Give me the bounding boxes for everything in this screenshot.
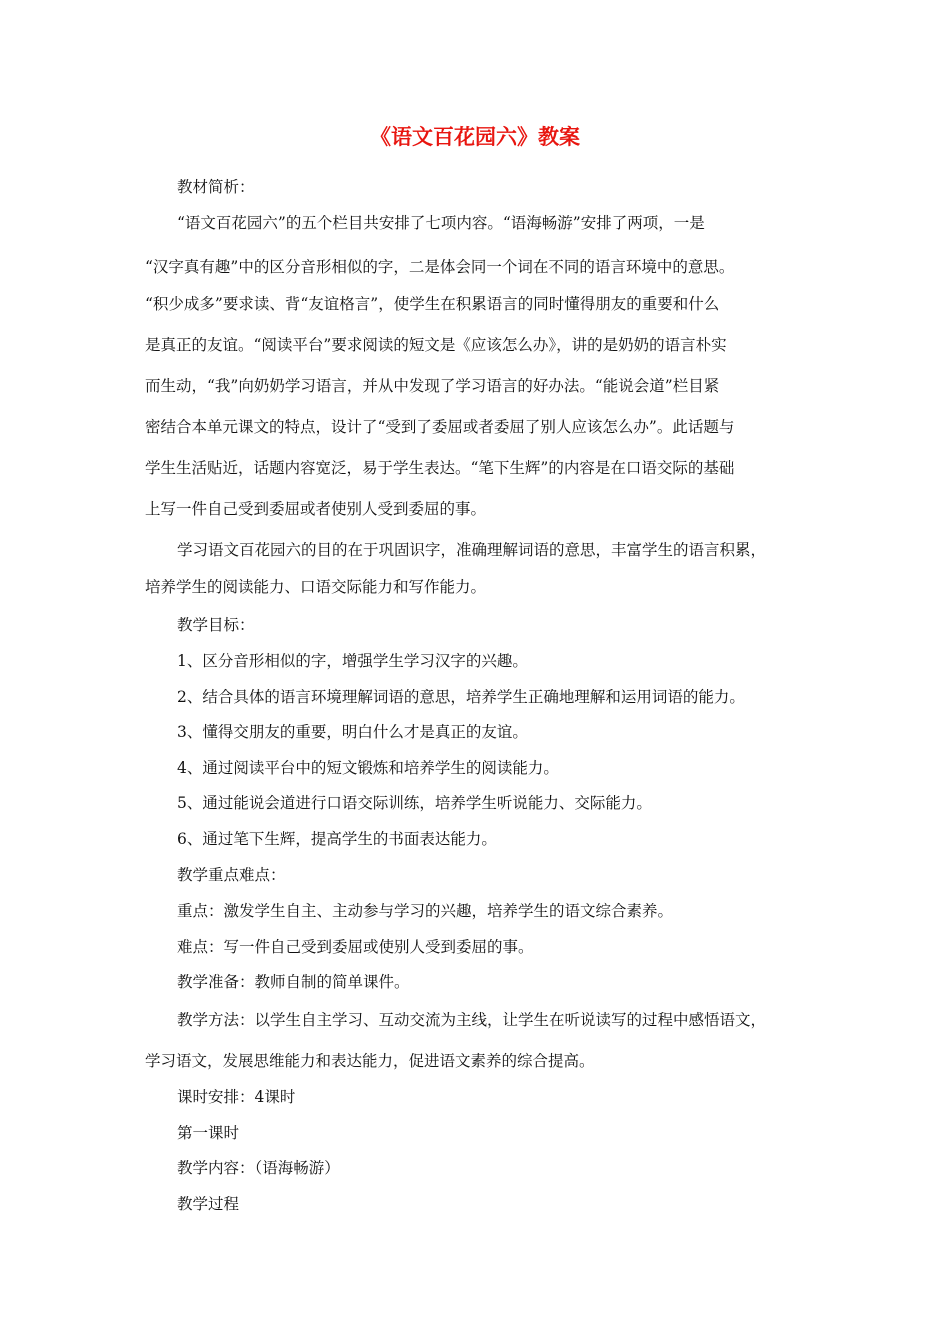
goal-item: 3、懂得交朋友的重要，明白什么才是真正的友谊。 [177, 723, 528, 741]
paragraph-line: 培养学生的阅读能力、口语交际能力和写作能力。 [145, 578, 487, 596]
paragraph-line: 学生生活贴近，话题内容宽泛，易于学生表达。“笔下生辉”的内容是在口语交际的基础 [145, 459, 735, 477]
difficulty-line: 难点：写一件自己受到委屈或使别人受到委屈的事。 [177, 938, 534, 956]
paragraph-line: 而生动，“我”向奶奶学习语言，并从中发现了学习语言的好办法。“能说会道”栏目紧 [145, 377, 720, 395]
section-heading-textbook-analysis: 教材简析： [177, 178, 255, 196]
process-heading: 教学过程 [177, 1195, 240, 1213]
paragraph-line: “语文百花园六”的五个栏目共安排了七项内容。“语海畅游”安排了两项，一是 [177, 214, 705, 232]
paragraph-line: “积少成多”要求读、背“友谊格言”，使学生在积累语言的同时懂得朋友的重要和什么 [145, 295, 720, 313]
paragraph-line: 上写一件自己受到委屈或者使别人受到委屈的事。 [145, 500, 487, 518]
goal-item: 4、通过阅读平台中的短文锻炼和培养学生的阅读能力。 [177, 759, 559, 777]
goal-item: 6、通过笔下生辉，提高学生的书面表达能力。 [177, 830, 497, 848]
method-line: 学习语文，发展思维能力和表达能力，促进语文素养的综合提高。 [145, 1052, 595, 1070]
document-title: 《语文百花园六》教案 [370, 124, 580, 149]
section-heading-key-points: 教学重点难点： [177, 866, 286, 884]
goal-item: 2、结合具体的语言环境理解词语的意思，培养学生正确地理解和运用词语的能力。 [177, 688, 745, 706]
content-line: 教学内容：（语海畅游） [177, 1159, 340, 1177]
method-line: 教学方法：以学生自主学习、互动交流为主线，让学生在听说读写的过程中感悟语文， [177, 1011, 767, 1029]
paragraph-line: 学习语文百花园六的目的在于巩固识字，准确理解词语的意思，丰富学生的语言积累， [177, 541, 767, 559]
preparation-line: 教学准备：教师自制的简单课件。 [177, 973, 410, 991]
paragraph-line: “汉字真有趣”中的区分音形相似的字，二是体会同一个词在不同的语言环境中的意思。 [145, 258, 735, 276]
section-heading-teaching-goals: 教学目标： [177, 616, 255, 634]
lesson-heading: 第一课时 [177, 1124, 240, 1142]
paragraph-line: 密结合本单元课文的特点，设计了“受到了委屈或者委屈了别人应该怎么办”。此话题与 [145, 418, 735, 436]
goal-item: 5、通过能说会道进行口语交际训练，培养学生听说能力、交际能力。 [177, 794, 652, 812]
goal-item: 1、区分音形相似的字，增强学生学习汉字的兴趣。 [177, 652, 528, 670]
paragraph-line: 是真正的友谊。“阅读平台”要求阅读的短文是《应该怎么办》，讲的是奶奶的语言朴实 [145, 336, 727, 354]
schedule-line: 课时安排：4课时 [177, 1088, 296, 1106]
key-point-line: 重点：激发学生自主、主动参与学习的兴趣，培养学生的语文综合素养。 [177, 902, 674, 920]
